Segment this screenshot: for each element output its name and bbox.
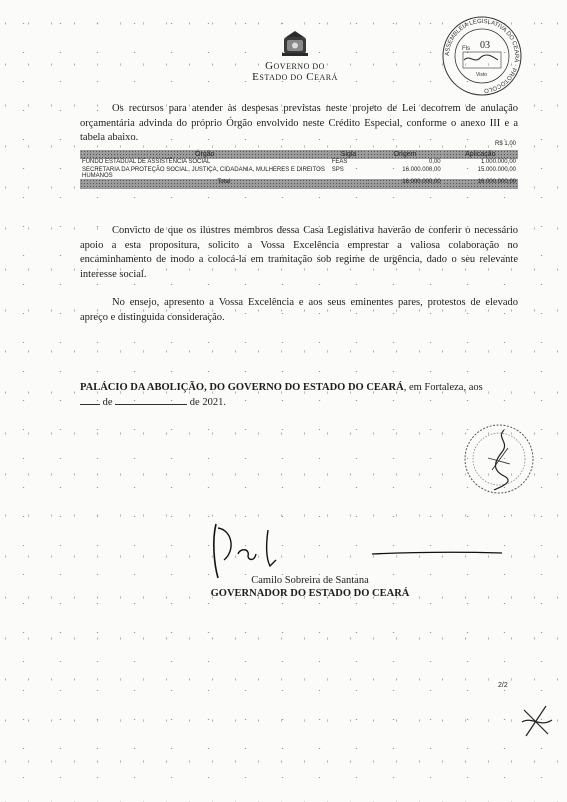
protocol-stamp — [440, 14, 524, 98]
header-estado: ESTADO DO CEARÁ — [252, 71, 338, 83]
closing-place: , em Fortaleza, aos — [403, 382, 483, 393]
header-aplicacao: Aplicação — [443, 150, 518, 159]
table-row — [80, 159, 518, 167]
stamp-visto-label: Visto — [476, 72, 488, 78]
total-aplicacao: 16.000.000,00 — [443, 179, 518, 189]
closing-palace: PALÁCIO DA ABOLIÇÃO, DO GOVERNO DO ESTADO DO CEARÁ — [80, 382, 404, 393]
paragraph-regards: No ensejo, apresento a Vossa Excelência e aos seus eminentes pares, protestos de elevado apreço e distinguida consideração. — [80, 297, 518, 323]
row-orgao: SECRETARIA DA PROTEÇÃO SOCIAL, JUSTIÇA, CIDADANIA, MULHERES E DIREITOS HUMANOS — [82, 167, 325, 179]
budget-table — [80, 150, 518, 189]
stamp-fls-label: Fls — [462, 46, 470, 52]
blank-day — [80, 395, 100, 405]
row-sigla: SPS — [331, 167, 344, 173]
row-origem: 0,00 — [428, 159, 441, 165]
closing-de2: de 2021. — [189, 397, 226, 408]
header-origem: Origem — [367, 150, 442, 159]
signer-title: GOVERNADOR DO ESTADO DO CEARÁ — [210, 588, 410, 599]
table-total-row — [80, 179, 518, 189]
stamp-ring-text: ASSEMBLEIA LEGISLATIVA DO CEARÁ · PROTOCOLO — [444, 18, 520, 93]
state-crest-icon — [280, 30, 310, 58]
signer-name: Camilo Sobreira de Santana — [251, 575, 369, 586]
paragraph-resources: Os recursos para atender às despesas previstas neste projeto de Lei decorrem de anulação orçamentária advinda do próprio Órgão envolvido neste Crédito Especial, conforme o anexo III e a tabela abaixo. — [80, 103, 518, 143]
row-aplicacao: 15.000.000,00 — [477, 167, 516, 173]
paragraph-request: Convicto de que os ilustres membros dessa Casa Legislativa haverão de conferir o necessário apoio a esta propositura, solicito a Vossa Excelência emprestar a valiosa colaboração no encaminhamento de modo a colocá-la em tramitação sob regime de urgência, dado o seu relevante interesse social. — [80, 225, 518, 280]
round-seal-icon — [458, 418, 540, 500]
row-sigla: FEAS — [331, 159, 348, 165]
header-governo: GOVERNO DO — [265, 60, 325, 72]
blank-month — [115, 395, 187, 405]
closing-place-date — [80, 381, 520, 410]
row-orgao: FUNDO ESTADUAL DE ASSISTÊNCIA SOCIAL — [82, 159, 211, 165]
row-aplicacao: 1.000.000,00 — [480, 159, 516, 165]
total-label: Total — [80, 179, 367, 189]
total-origem: 16.000.000,00 — [367, 179, 442, 189]
stamp-fls-value: 03 — [480, 40, 490, 51]
header-sigla: Sigla — [330, 150, 368, 159]
header-orgao: Órgão — [80, 150, 330, 159]
initials-rubric-icon — [518, 700, 554, 740]
table-header-row — [80, 150, 518, 159]
row-origem: 16.000.000,00 — [402, 167, 441, 173]
closing-de1: de — [102, 397, 113, 408]
table-row — [80, 167, 518, 179]
governor-signature — [196, 520, 506, 582]
table-unit: R$ 1,00 — [494, 141, 516, 147]
page-number: 2/2 — [498, 682, 508, 689]
